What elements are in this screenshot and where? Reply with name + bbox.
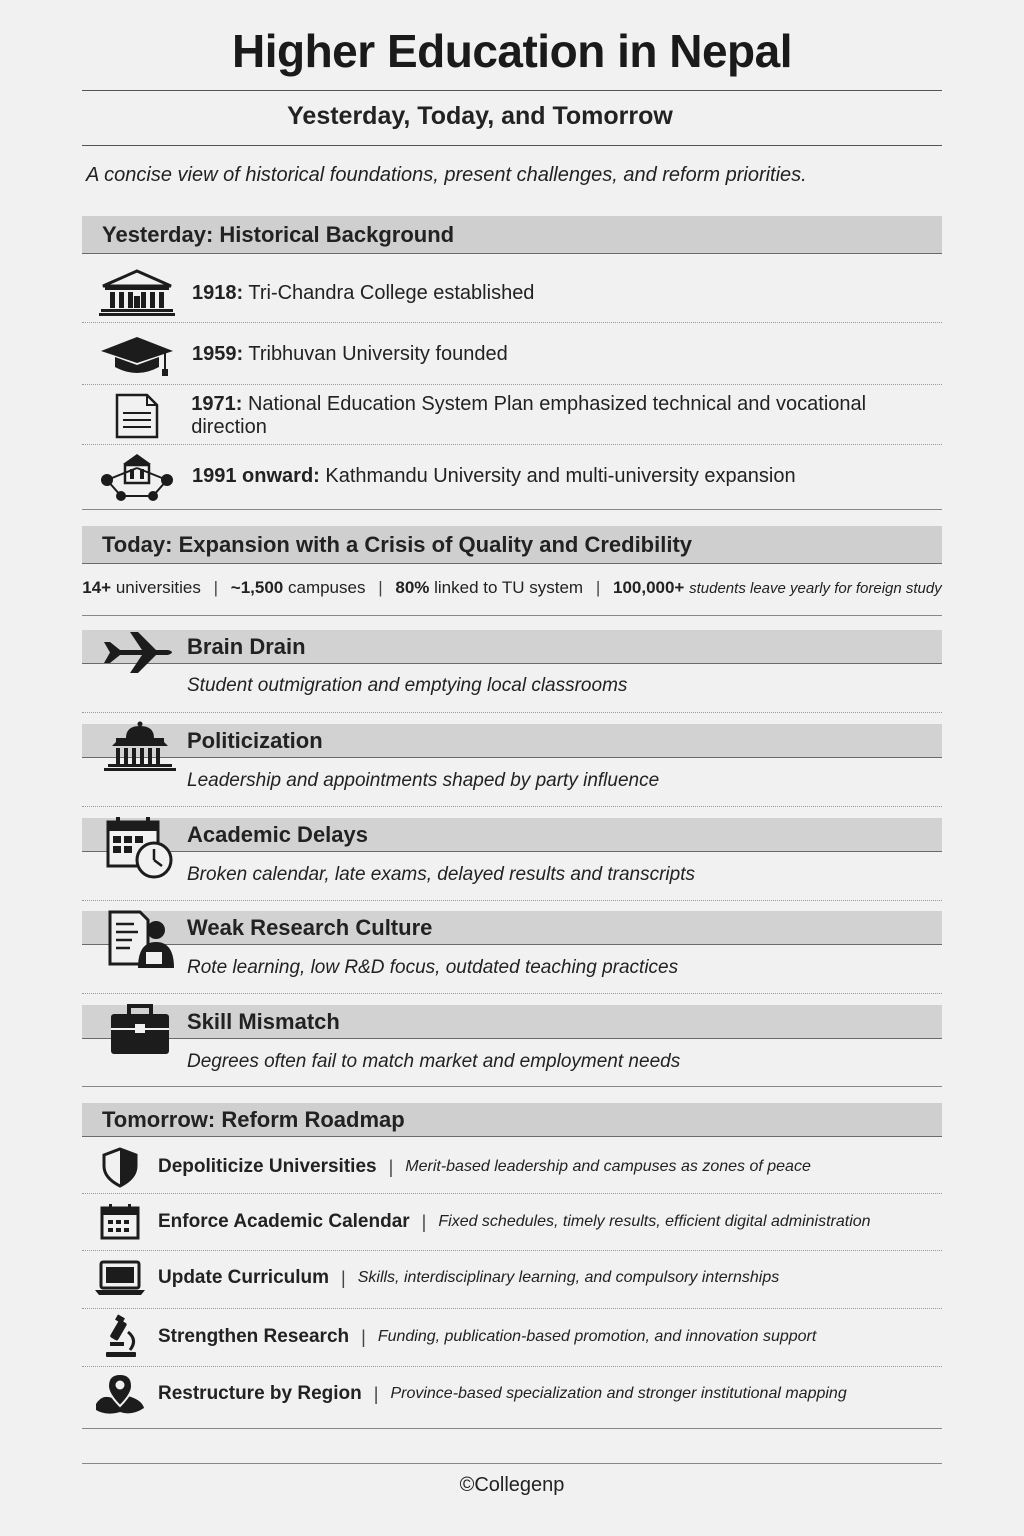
graduation-cap-icon — [82, 329, 192, 379]
reform-title: Restructure by Region — [158, 1383, 362, 1404]
reform-desc: Skills, interdisciplinary learning, and compulsory internships — [357, 1269, 780, 1286]
history-item — [82, 324, 942, 384]
stat-label: linked to TU system — [434, 578, 584, 597]
divider — [82, 615, 942, 616]
microscope-icon — [82, 1314, 158, 1360]
history-year: 1971: — [191, 393, 243, 415]
stat-value: 100,000+ — [612, 578, 685, 597]
reform-title: Strengthen Research — [158, 1326, 350, 1347]
divider — [82, 444, 942, 445]
divider — [82, 806, 942, 807]
divider — [82, 712, 942, 713]
challenge-title: Brain Drain — [187, 634, 306, 659]
history-text: Kathmandu University and multi-university expansion — [325, 464, 796, 487]
section-title: Today: Expansion with a Crisis of Quality and Credibility — [102, 532, 693, 557]
footer-credit: ©Collegenp — [459, 1474, 565, 1496]
divider — [82, 1463, 942, 1464]
challenge-desc: Degrees often fail to match market and employment needs — [187, 1051, 681, 1072]
history-item — [82, 446, 942, 506]
divider — [82, 384, 942, 385]
college-building-icon — [82, 268, 192, 318]
section-header-yesterday — [82, 216, 942, 254]
section-header-today — [82, 526, 942, 564]
divider — [82, 1428, 942, 1429]
divider — [82, 322, 942, 323]
history-text: Tribhuvan University founded — [248, 342, 508, 365]
divider — [82, 90, 942, 91]
divider — [82, 1193, 942, 1194]
divider — [82, 509, 942, 510]
network-building-icon — [82, 450, 192, 502]
history-year: 1991 onward: — [192, 464, 320, 487]
reform-desc: Province-based specialization and stronger institutional mapping — [390, 1385, 847, 1402]
calendar-icon — [82, 1202, 158, 1242]
challenge-title: Politicization — [187, 728, 323, 753]
divider — [82, 993, 942, 994]
divider — [82, 1366, 942, 1367]
page-subtitle: Yesterday, Today, and Tomorrow — [287, 102, 673, 130]
stats-bar: 14+ universities | ~1,500 campuses | 80% linked to TU system | 100,000+ students leave yearly for foreign study — [82, 578, 942, 597]
reform-item: Strengthen Research | Funding, publication-based promotion, and innovation support — [82, 1312, 942, 1362]
divider — [82, 900, 942, 901]
stat-label: campuses — [287, 578, 366, 597]
page-title: Higher Education in Nepal — [231, 25, 792, 77]
stat-label: universities — [115, 578, 201, 597]
stat-value: ~1,500 — [230, 578, 284, 597]
history-text: Tri-Chandra College established — [248, 281, 535, 304]
section-title: Yesterday: Historical Background — [102, 222, 455, 247]
shield-icon — [82, 1146, 158, 1188]
divider — [82, 1308, 942, 1309]
reform-item: Restructure by Region | Province-based specialization and stronger institutional mapping — [82, 1369, 942, 1419]
divider — [82, 145, 942, 146]
history-text: National Education System Plan emphasized technical and vocational direction — [191, 393, 867, 438]
reform-title: Update Curriculum — [158, 1267, 330, 1288]
calendar-clock-icon — [100, 814, 180, 882]
reform-desc: Fixed schedules, timely results, efficient digital administration — [438, 1213, 871, 1230]
laptop-icon — [82, 1258, 158, 1298]
challenge-title: Weak Research Culture — [187, 915, 433, 940]
reform-desc: Funding, publication-based promotion, and innovation support — [377, 1328, 817, 1345]
research-person-icon — [100, 906, 180, 972]
airplane-icon — [98, 628, 178, 678]
challenge-desc: Student outmigration and emptying local classrooms — [187, 675, 628, 696]
divider — [82, 1250, 942, 1251]
reform-desc: Merit-based leadership and campuses as zones of peace — [405, 1158, 811, 1175]
challenge-desc: Rote learning, low R&D focus, outdated teaching practices — [187, 957, 679, 978]
stat-value: 14+ — [82, 578, 112, 597]
intro-text: A concise view of historical foundations, present challenges, and reform priorities. — [86, 164, 807, 186]
history-year: 1959: — [192, 342, 244, 365]
challenge-title: Academic Delays — [187, 822, 368, 847]
section-title: Tomorrow: Reform Roadmap — [102, 1107, 405, 1132]
document-icon — [82, 391, 191, 441]
reform-item: Depoliticize Universities | Merit-based leadership and campuses as zones of peace — [82, 1142, 942, 1192]
divider — [82, 1086, 942, 1087]
challenge-desc: Broken calendar, late exams, delayed results and transcripts — [187, 864, 695, 885]
history-item — [82, 386, 942, 446]
section-header-tomorrow — [82, 1103, 942, 1137]
reform-item: Enforce Academic Calendar | Fixed schedules, timely results, efficient digital administration — [82, 1197, 942, 1247]
challenge-desc: Leadership and appointments shaped by party influence — [187, 770, 660, 791]
reform-title: Depoliticize Universities — [158, 1156, 377, 1177]
challenge-title: Skill Mismatch — [187, 1009, 340, 1034]
history-year: 1918: — [192, 281, 244, 304]
parliament-icon — [100, 718, 180, 774]
stat-value: 80% — [395, 578, 430, 597]
stat-label: students leave yearly for foreign study — [689, 580, 942, 597]
briefcase-icon — [100, 1002, 180, 1056]
reform-title: Enforce Academic Calendar — [158, 1211, 410, 1232]
history-item — [82, 263, 942, 323]
map-pin-icon — [82, 1372, 158, 1416]
reform-item: Update Curriculum | Skills, interdisciplinary learning, and compulsory internships — [82, 1253, 942, 1303]
